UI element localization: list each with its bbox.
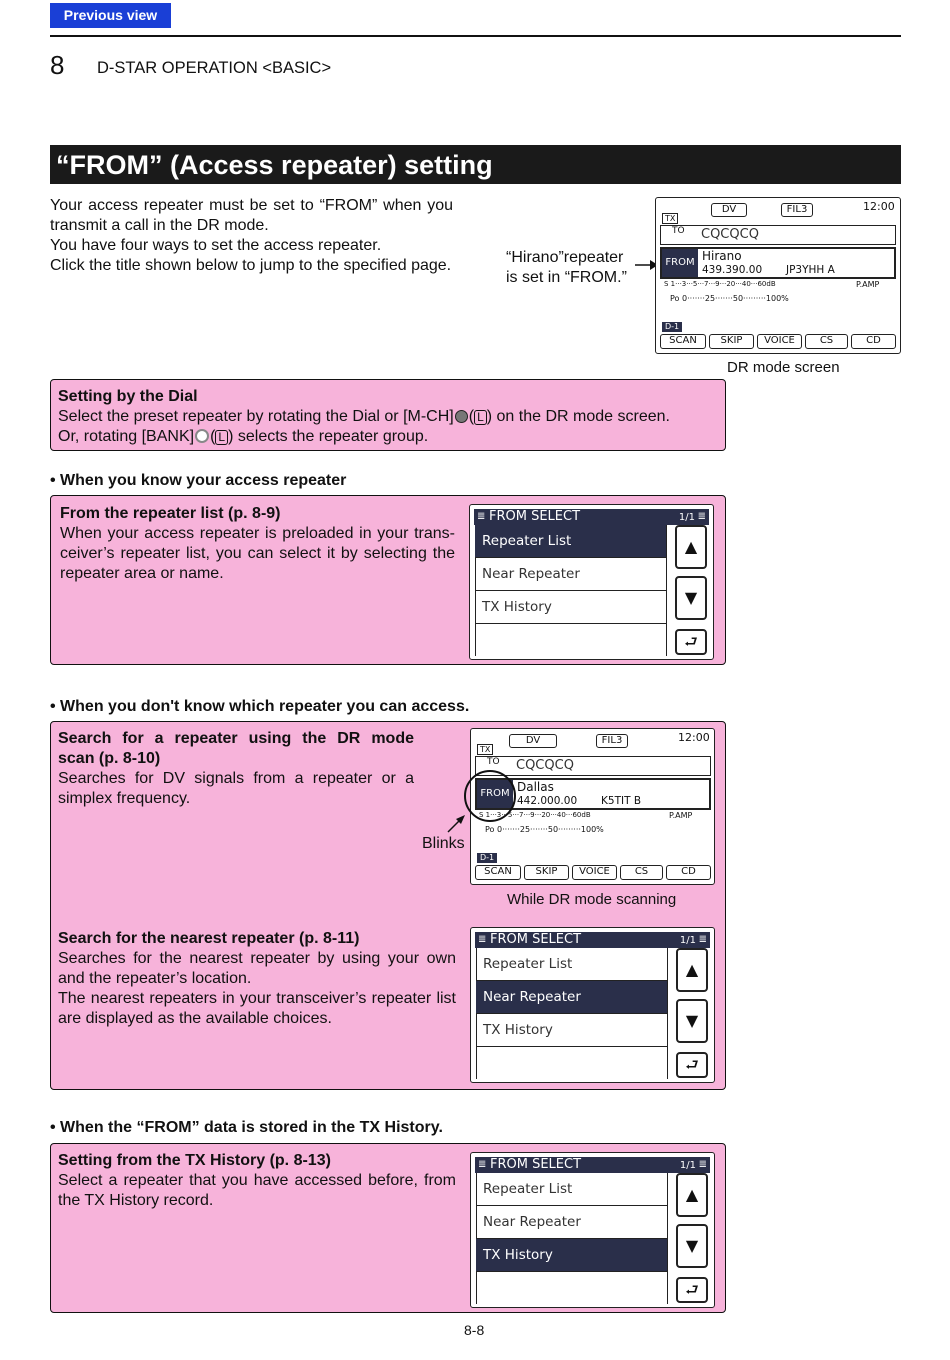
cs-button[interactable]: CS bbox=[620, 865, 663, 880]
callout-line: is set in “FROM.” bbox=[506, 269, 627, 286]
list-item-repeater-list[interactable]: Repeater List bbox=[476, 1173, 667, 1206]
near-body2: The nearest repeaters in your transceiver’s repeater list are displayed as the available choices. bbox=[58, 990, 456, 1027]
to-row[interactable] bbox=[660, 225, 896, 245]
from-select-screen-3 bbox=[470, 1152, 715, 1308]
scan-button[interactable]: SCAN bbox=[660, 334, 706, 349]
l-key-icon: L bbox=[215, 430, 228, 445]
cs-button[interactable]: CS bbox=[805, 334, 848, 349]
from-select-title: FROM SELECT bbox=[490, 1157, 582, 1172]
scroll-up-button[interactable]: ▲ bbox=[676, 1173, 708, 1217]
repeater-list-title[interactable]: From the repeater list (p. 8-9) bbox=[60, 505, 281, 522]
from-row[interactable] bbox=[660, 247, 896, 279]
page-indicator: 1/1 bbox=[679, 1160, 696, 1171]
list-item-repeater-list[interactable]: Repeater List bbox=[475, 525, 666, 558]
intro-line: Your access repeater must be set to “FROM” when you transmit a call in the DR mode. bbox=[50, 197, 453, 234]
tx-history-body: Select a repeater that you have accessed before, from the TX History record. bbox=[58, 1172, 456, 1209]
filter-indicator: FIL3 bbox=[781, 203, 813, 217]
previous-view-button[interactable]: Previous view bbox=[50, 3, 171, 28]
to-row[interactable] bbox=[475, 756, 711, 776]
scroll-down-button[interactable]: ▼ bbox=[676, 1224, 708, 1268]
from-select-title-bar bbox=[475, 932, 710, 948]
from-callsign: JP3YHH A bbox=[786, 264, 835, 276]
page-indicator: 1/1 bbox=[679, 935, 696, 946]
scan-button[interactable]: SCAN bbox=[475, 865, 521, 880]
page-indicator: 1/1 bbox=[678, 512, 695, 523]
list-item-tx-history[interactable]: TX History bbox=[476, 1014, 667, 1047]
to-callsign: CQCQCQ bbox=[516, 758, 574, 773]
bullet-tx-history: • When the “FROM” data is stored in the TX History. bbox=[50, 1119, 443, 1136]
list-item-near-repeater[interactable]: Near Repeater bbox=[475, 558, 666, 591]
list-item-near-repeater[interactable]: Near Repeater bbox=[476, 1206, 667, 1239]
from-callsign: K5TIT B bbox=[601, 795, 642, 807]
dial-box bbox=[50, 379, 726, 451]
skip-button[interactable]: SKIP bbox=[524, 865, 569, 880]
from-name: Hirano bbox=[702, 249, 742, 263]
from-label: FROM bbox=[662, 249, 698, 277]
voice-button[interactable]: VOICE bbox=[757, 334, 802, 349]
from-select-title-bar bbox=[475, 1157, 710, 1173]
back-button[interactable]: ⮐ bbox=[675, 629, 707, 655]
list-item-repeater-list[interactable]: Repeater List bbox=[476, 948, 667, 981]
s-meter-scale: S 1···3···5···7···9···20···40···60dB bbox=[664, 280, 776, 288]
scroll-down-button[interactable]: ▼ bbox=[675, 576, 707, 620]
scanning-caption: While DR mode scanning bbox=[507, 891, 677, 908]
dial-box-line2: Or, rotating [BANK] ( L ) selects the repeater group. bbox=[58, 428, 429, 445]
to-label: TO bbox=[672, 226, 685, 236]
dial-text: Select the preset repeater by rotating the Dial or [M-CH] bbox=[58, 408, 454, 425]
section-title-banner bbox=[50, 145, 901, 184]
dial-box-line1: Select the preset repeater by rotating the Dial or [M-CH] ( L ) on the DR mode screen. bbox=[58, 408, 670, 425]
bank-text: Or, rotating [BANK] bbox=[58, 428, 195, 445]
hirano-callout bbox=[506, 248, 627, 288]
tx-indicator: TX bbox=[662, 213, 678, 224]
cd-button[interactable]: CD bbox=[851, 334, 896, 349]
cd-button[interactable]: CD bbox=[666, 865, 711, 880]
blink-highlight-circle bbox=[464, 770, 516, 822]
intro-line: You have four ways to set the access repeater. bbox=[50, 237, 382, 254]
dr-mode-screen bbox=[655, 197, 901, 354]
blinks-arrow-icon bbox=[444, 812, 468, 836]
back-button[interactable]: ⮐ bbox=[676, 1277, 708, 1303]
filter-indicator: FIL3 bbox=[596, 734, 628, 748]
l-key-icon: L bbox=[474, 410, 487, 425]
list-item-tx-history[interactable]: TX History bbox=[476, 1239, 667, 1272]
scroll-down-button[interactable]: ▼ bbox=[676, 999, 708, 1043]
top-divider bbox=[50, 35, 901, 37]
voice-button[interactable]: VOICE bbox=[572, 865, 617, 880]
dr-screen-caption: DR mode screen bbox=[727, 359, 840, 376]
clock: 12:00 bbox=[678, 731, 710, 744]
callout-line: “Hirano”repeater bbox=[506, 249, 624, 266]
scroll-up-button[interactable]: ▲ bbox=[676, 948, 708, 992]
dial-knob-icon bbox=[455, 410, 468, 423]
d-label: D-1 bbox=[662, 322, 682, 332]
from-label: FROM bbox=[477, 780, 513, 808]
near-title[interactable]: Search for the nearest repeater (p. 8-11) bbox=[58, 930, 360, 947]
po-meter-scale: Po 0·······25·······50·········100% bbox=[485, 825, 604, 834]
scan-title-line2[interactable]: scan (p. 8-10) bbox=[58, 750, 161, 767]
intro-line: Click the title shown below to jump to the specified page. bbox=[50, 257, 452, 274]
bullet-know-repeater: • When you know your access repeater bbox=[50, 472, 347, 489]
dial-text: on the DR mode screen. bbox=[496, 408, 670, 425]
dial-box-title[interactable]: Setting by the Dial bbox=[58, 388, 198, 405]
menu-icon: ≣ bbox=[698, 934, 707, 945]
skip-button[interactable]: SKIP bbox=[709, 334, 754, 349]
menu-icon: ≣ bbox=[478, 934, 487, 945]
list-item-tx-history[interactable]: TX History bbox=[475, 591, 666, 624]
scan-title-line1[interactable]: Search for a repeater using the DR mode bbox=[58, 730, 414, 747]
page-number: 8-8 bbox=[464, 1322, 485, 1338]
mode-indicator: DV bbox=[509, 734, 557, 748]
mode-indicator: DV bbox=[711, 203, 747, 217]
list-item-near-repeater[interactable]: Near Repeater bbox=[476, 981, 667, 1014]
chapter-number: 8 bbox=[50, 50, 65, 80]
blinks-label: Blinks bbox=[422, 835, 465, 852]
menu-icon: ≣ bbox=[477, 511, 486, 522]
pamp-indicator: P.AMP bbox=[669, 811, 693, 820]
from-frequency: 442.000.00 bbox=[517, 795, 578, 807]
from-select-title: FROM SELECT bbox=[490, 932, 582, 947]
back-button[interactable]: ⮐ bbox=[676, 1052, 708, 1078]
from-frequency: 439.390.00 bbox=[702, 264, 763, 276]
chapter-title: D-STAR OPERATION <BASIC> bbox=[97, 59, 332, 77]
from-select-screen-1 bbox=[469, 504, 714, 660]
from-select-screen-2 bbox=[470, 927, 715, 1083]
d-label: D-1 bbox=[477, 853, 497, 863]
from-select-title: FROM SELECT bbox=[489, 509, 581, 524]
repeater-list-body: When your access repeater is preloaded in your trans-ceiver’s repeater list, you can select it by selecting the repeater area or name. bbox=[60, 525, 455, 582]
clock: 12:00 bbox=[863, 200, 895, 213]
section-title: “FROM” (Access repeater) setting bbox=[56, 150, 493, 180]
bank-knob-icon bbox=[195, 429, 209, 443]
from-select-title-bar bbox=[474, 509, 709, 525]
scan-body: Searches for DV signals from a repeater or a simplex frequency. bbox=[58, 770, 414, 807]
near-body1: Searches for the nearest repeater by using your own and the repeater’s location. bbox=[58, 950, 456, 987]
menu-icon: ≣ bbox=[697, 511, 706, 522]
s-meter-scale: S 1···3···5···7···9···20···40···60dB bbox=[479, 811, 591, 819]
from-name: Dallas bbox=[517, 780, 554, 794]
menu-icon: ≣ bbox=[478, 1159, 487, 1170]
scroll-up-button[interactable]: ▲ bbox=[675, 525, 707, 569]
menu-icon: ≣ bbox=[698, 1159, 707, 1170]
pamp-indicator: P.AMP bbox=[856, 280, 880, 289]
intro-text bbox=[50, 196, 453, 276]
tx-indicator: TX bbox=[477, 744, 493, 755]
po-meter-scale: Po 0·······25·······50·········100% bbox=[670, 294, 789, 303]
bullet-unknown-repeater: • When you don't know which repeater you can access. bbox=[50, 698, 470, 715]
to-label: TO bbox=[487, 757, 500, 767]
bank-text: selects the repeater group. bbox=[237, 428, 429, 445]
to-callsign: CQCQCQ bbox=[701, 227, 759, 242]
tx-history-title[interactable]: Setting from the TX History (p. 8-13) bbox=[58, 1152, 331, 1169]
